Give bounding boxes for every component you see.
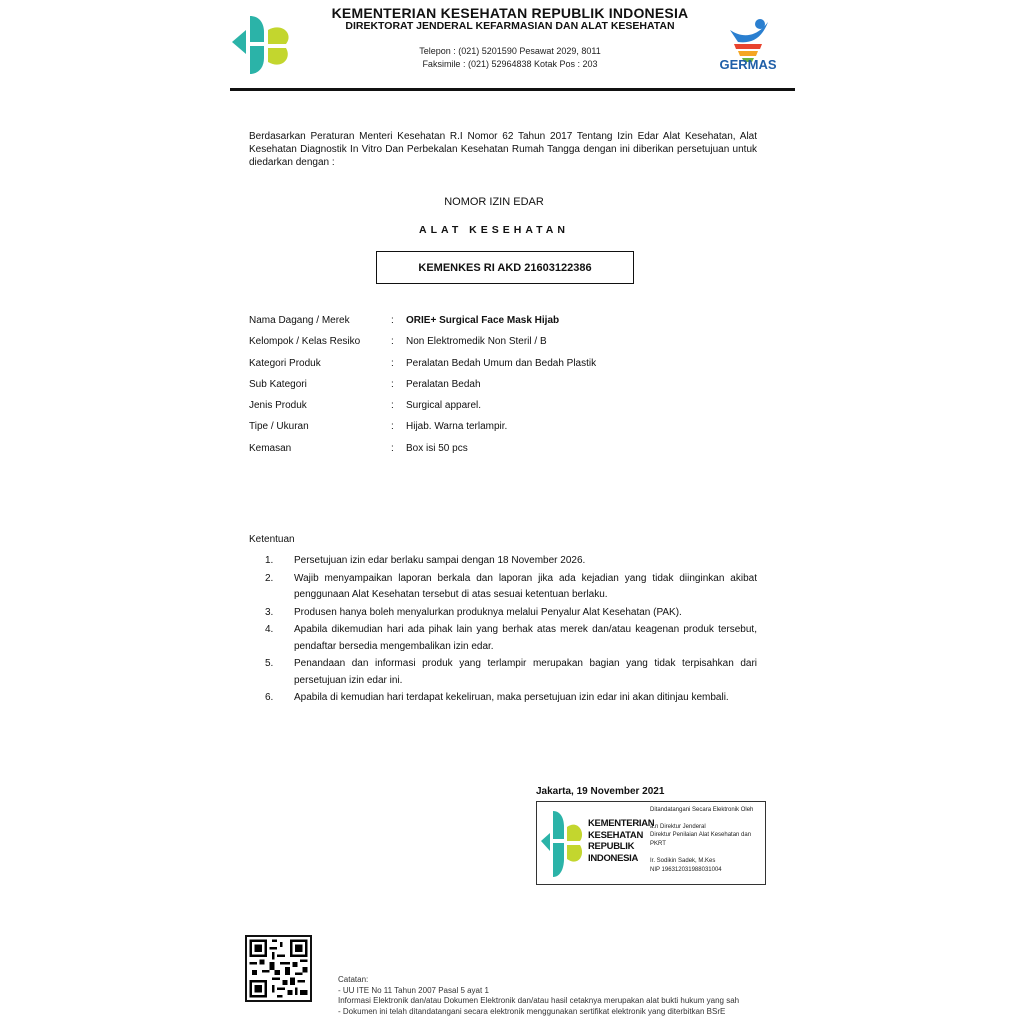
alat-kesehatan-label: ALAT KESEHATAN (419, 224, 569, 236)
sig-spacer (650, 849, 762, 857)
item-text: Apabila di kemudian hari terdapat kekeliruan, maka persetujuan izin edar ini akan ditinjau kembali. (294, 692, 729, 703)
sig-line: a.n Direktur Jenderal (650, 823, 706, 830)
catatan-title: Catatan: (338, 975, 369, 984)
catatan-line: Informasi Elektronik dan/atau Dokumen Elektronik dan/atau hasil cetaknya merupakan alat bukti hukum yang sah (338, 996, 740, 1005)
list-item (249, 656, 757, 689)
detail-colon: : (391, 315, 394, 326)
product-details (249, 315, 769, 464)
contact-info (300, 45, 720, 71)
catatan-line: - Dokumen ini telah ditandatangani secara elektronik menggunakan sertifikat elektronik yang diterbitkan BSrE (338, 1006, 726, 1016)
detail-value: Peralatan Bedah (406, 378, 481, 390)
item-text: Penandaan dan informasi produk yang terlampir merupakan bagian yang tidak terpisahkan dari persetujuan izin edar ini. (294, 658, 757, 686)
detail-label: Tipe / Ukuran (249, 421, 309, 433)
catatan-notes (338, 975, 778, 1017)
telephone-text: Telepon : (021) 5201590 Pesawat 2029, 8011 (419, 46, 601, 56)
ketentuan-title: Ketentuan (249, 534, 295, 545)
ministry-title: KEMENTERIAN KESEHATAN REPUBLIK INDONESIA (331, 5, 689, 21)
list-item (249, 553, 757, 570)
list-item (249, 605, 757, 622)
registration-number-box (376, 251, 634, 284)
detail-row (249, 400, 769, 421)
detail-colon: : (391, 357, 394, 369)
sig-line: Ditandatangani Secara Elektronik Oleh (650, 807, 754, 813)
detail-value: Peralatan Bedah Umum dan Bedah Plastik (406, 357, 597, 369)
detail-colon: : (391, 336, 394, 348)
item-number: 4. (265, 624, 274, 635)
detail-label: Kelompok / Kelas Resiko (249, 336, 361, 348)
catatan-line: - UU ITE No 11 Tahun 2007 Pasal 5 ayat 1 (338, 985, 489, 995)
detail-row (249, 379, 769, 400)
sig-line: Direktur Penilaian Alat Kesehatan dan PKRT (650, 832, 752, 848)
org-line: KESEHATAN (588, 829, 644, 841)
intro-paragraph: Berdasarkan Peraturan Menteri Kesehatan R.I Nomor 62 Tahun 2017 Tentang Izin Edar Alat Kesehatan, Alat Kesehatan Diagnostik In Vitro Dan Perbekalan Kesehatan Rumah Tangga dengan ini diberikan persetujuan untuk diedarkan dengan : (249, 131, 757, 168)
detail-row (249, 336, 769, 357)
signature-date: Jakarta, 19 November 2021 (536, 786, 665, 797)
detail-row (249, 315, 769, 336)
detail-row (249, 443, 769, 464)
item-text: Persetujuan izin edar berlaku sampai dengan 18 November 2026. (294, 555, 586, 566)
detail-value: Hijab. Warna terlampir. (406, 421, 508, 433)
org-line: INDONESIA (588, 852, 639, 864)
detail-label: Jenis Produk (249, 400, 307, 412)
signature-info (650, 806, 762, 874)
detail-colon: : (391, 442, 394, 454)
list-item (249, 571, 757, 604)
nomor-izin-label: NOMOR IZIN EDAR (444, 196, 544, 208)
registration-number: KEMENKES RI AKD 21603122386 (418, 261, 592, 274)
sig-line: Ir. Sodikin Sadek, M.Kes (650, 857, 716, 864)
sig-line: NIP 196312031988031004 (650, 866, 722, 873)
ketentuan-list (249, 553, 757, 708)
list-item (249, 622, 757, 655)
kemenkes-seal-icon (540, 805, 584, 879)
qr-code-icon (245, 935, 312, 1002)
item-number: 5. (265, 658, 274, 669)
item-text: Produsen hanya boleh menyalurkan produknya melalui Penyalur Alat Kesehatan (PAK). (294, 606, 682, 618)
detail-label: Kategori Produk (249, 357, 321, 369)
item-number: 3. (265, 606, 274, 618)
item-text: Apabila dikemudian hari ada pihak lain yang berhak atas merek dan/atau keagenan produk tersebut, pendaftar bersedia mengembalikan izin edar. (294, 624, 757, 652)
item-number: 1. (265, 555, 274, 566)
detail-value: ORIE+ Surgical Face Mask Hijab (406, 315, 560, 326)
detail-label: Nama Dagang / Merek (249, 315, 350, 326)
header-divider (230, 88, 795, 91)
list-item (249, 690, 757, 707)
detail-label: Sub Kategori (249, 378, 307, 390)
item-text: Wajib menyampaikan laporan berkala dan laporan jika ada kejadian yang tidak diinginkan akibat penggunaan Alat Kesehatan tersebut di atas sesuai ketentuan berlaku. (294, 572, 757, 600)
detail-value: Surgical apparel. (406, 400, 482, 412)
item-number: 2. (265, 572, 274, 584)
germas-label: GERMAS (719, 57, 777, 72)
signature-org-name (588, 818, 654, 864)
kemenkes-logo (230, 12, 294, 76)
org-line: KEMENTERIAN (588, 818, 655, 829)
detail-colon: : (391, 378, 394, 390)
detail-label: Kemasan (249, 442, 292, 454)
detail-colon: : (391, 421, 394, 433)
sig-spacer (650, 815, 762, 823)
directorate-title: DIREKTORAT JENDERAL KEFARMASIAN DAN ALAT KESEHATAN (345, 20, 675, 32)
fax-text: Faksimile : (021) 52964838 Kotak Pos : 203 (422, 59, 598, 69)
detail-row (249, 421, 769, 442)
detail-value: Non Elektromedik Non Steril / B (406, 336, 547, 348)
detail-value: Box isi 50 pcs (406, 442, 468, 454)
detail-row (249, 358, 769, 379)
org-line: REPUBLIK (588, 841, 635, 852)
detail-colon: : (391, 400, 394, 412)
item-number: 6. (265, 692, 274, 703)
